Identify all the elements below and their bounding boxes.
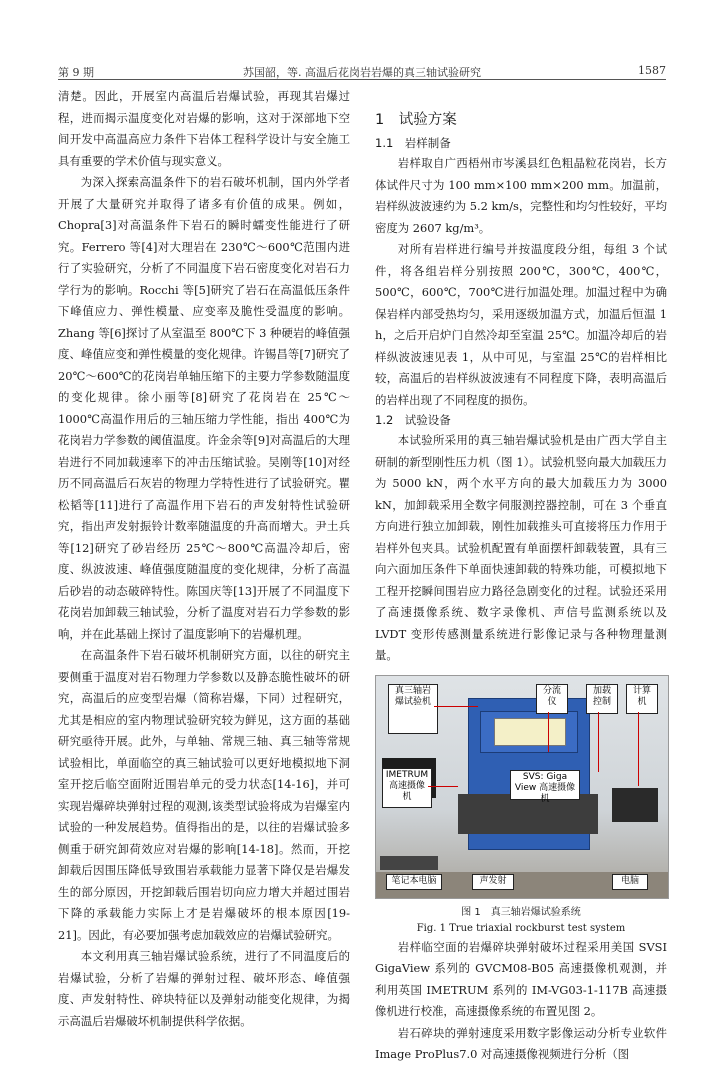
running-header bbox=[58, 58, 666, 78]
label-bottom-mid: 声发射 bbox=[472, 874, 514, 890]
right-column bbox=[375, 86, 667, 1066]
issue-number: 第 9 期 bbox=[58, 66, 94, 79]
monitor bbox=[612, 788, 658, 822]
laptop bbox=[380, 856, 438, 870]
paragraph: 在高温条件下岩石破坏机制研究方面，以往的研究主要侧重于温度对岩石物理力学参数以及静态脆性破坏的研究，高温后的应变型岩爆（简称岩爆，下同）过程研究，尤其是相应的室内物理试验研究较为鲜见，这方面的基础研究亟待开展。此外，与单轴、常规三轴、真三轴等常规试验相比，单面临空的真三轴试验可以更好地模拟地下洞室开挖后临空面附近围岩单元的受力状态[14-16]，并可实现岩爆碎块弹射过程的观测,该类型试验将成为岩爆室内试验的一种发展趋势。值得指出的是，以往的岩爆试验多侧重于研究卸荷效应对岩爆的影响[14-18]。然而，开挖卸载后因围压降低导致围岩承载能力显著下降仅是岩爆发生的部分原因，开挖卸载后围岩切向应力增大并超过围岩下降的承载能力实际上才是岩爆破坏的根本原因[19-21]。因此，有必要加强考虑加载效应的岩爆试验研究。 bbox=[58, 648, 350, 942]
subsection-title: 1.1 岩样制备 bbox=[375, 136, 451, 150]
paragraph: 清楚。因此，开展室内高温后岩爆试验，再现其岩爆过程，进而揭示温度变化对岩爆的影响，这对于深部地下空间开发中高温高应力条件下岩体工程科学设计与安全施工具有重要的学术价值与现实意义。 bbox=[58, 89, 350, 168]
figure-caption-en: Fig. 1 True triaxial rockburst test system bbox=[416, 922, 626, 934]
paragraph: 岩样取自广西梧州市岑溪县红色粗晶粒花岗岩，长方体试件尺寸为 100 mm×100 mm×200 mm。加温前，岩样纵波波速约为 5.2 km/s，完整性和均匀性较好，平均密度为 2607 kg/m³。 bbox=[375, 156, 667, 235]
paragraph: 岩石碎块的弹射速度采用数字影像运动分析专业软件 Image ProPlus7.0 对高速摄像视频进行分析（图 bbox=[375, 1025, 667, 1061]
leader-line bbox=[434, 706, 478, 707]
subsection-title: 1.2 试验设备 bbox=[375, 413, 451, 427]
label-zhiqing: 加载控制 bbox=[586, 684, 618, 714]
paragraph: 岩样临空面的岩爆碎块弹射破坏过程采用美国 SVSI GigaView 系列的 GVCM08-B05 高速摄像机观测，并利用英国 IMETRUM 系列的 IM-VG03-1-117B 高速摄像机进行校准，高速摄像系统的布置见图 2。 bbox=[375, 939, 667, 1018]
running-title: 苏国韶，等. 高温后花岗岩岩爆的真三轴试验研究 bbox=[243, 66, 481, 79]
leader-line bbox=[638, 712, 639, 786]
paragraph: 本文利用真三轴岩爆试验系统，进行了不同温度后的岩爆试验，分析了岩爆的弹射过程、破坏形态、峰值强度、声发射特性、碎块特征以及弹射动能变化规律，为揭示高温后岩爆破坏机制提供科学依据。 bbox=[58, 949, 350, 1028]
label-bottom-left: 笔记本电脑 bbox=[386, 874, 442, 890]
page-number: 1587 bbox=[638, 64, 666, 77]
machine-nameplate bbox=[494, 718, 566, 746]
machine-base bbox=[458, 794, 598, 834]
label-fenliu: 分流仪 bbox=[536, 684, 568, 714]
paragraph: 为深入探索高温条件下的岩石破坏机制，国内外学者开展了大量研究并取得了诸多有价值的成果。例如，Chopra[3]对高温条件下岩石的瞬时蠕变性能进行了研究。Ferrero 等[4]对大理岩在 230℃～600℃范围内进行了实验研究，分析了不同温度下岩石密度变化对岩石力学行为的影响。Rocchi 等[5]研究了岩石在高温低压条件下峰值应力、弹性模量、应变率及脆性受温度的影响。Zhang 等[6]探讨了从室温至 800℃下 3 种硬岩的峰值强度、峰值应变和弹性模量的变化规律。许锡昌等[7]研究了 20℃～600℃的花岗岩单轴压缩下的主要力学参数随温度的变化规律。徐小丽等[8]研究了花岗岩在 25℃～1000℃高温作用后的三轴压缩力学性能，指出 400℃为花岗岩力学参数的阈值温度。许金余等[9]对高温后的大理岩进行不同加载速率下的冲击压缩试验。吴刚等[10]对经历不同高温后石灰岩的物理力学特性进行了试验研究。瞿松韬等[11]进行了高温作用下岩石的声发射特性试验研究，指出声发射振铃计数率随温度的升高而增大。尹土兵等[12]研究了砂岩经历 25℃～800℃高温冷却后，密度、纵波波速、峰值强度随温度的变化规律，分析了高温后砂岩的动态破碎特性。陈国庆等[13]开展了不同温度下花岗岩加卸载三轴试验，分析了温度对岩石力学参数的影响，并在此基础上探讨了温度影响下的岩爆机理。 bbox=[58, 175, 350, 641]
header-rule bbox=[58, 79, 666, 80]
left-column bbox=[58, 86, 350, 1032]
paragraph: 对所有岩样进行编号并按温度段分组，每组 3 个试件，将各组岩样分别按照 200℃，300℃，400℃，500℃，600℃，700℃进行加温处理。加温过程中为确保岩样内部受热均匀，采用逐级加温方式，加温后恒温 1 h，之后开启炉门自然冷却至室温 25℃。加温冷却后的岩样纵波波速见表 1，从中可见，与室温 25℃的岩样相比较，高温后的岩样纵波波速有不同程度下降，表明高温后的岩样出现了不同程度的损伤。 bbox=[375, 242, 667, 407]
label-imetrum: IMETRUM高速摄像机 bbox=[382, 768, 432, 808]
leader-line bbox=[428, 786, 458, 787]
section-title: 1 试验方案 bbox=[375, 112, 457, 128]
leader-line bbox=[598, 712, 599, 772]
label-svs: SVS: Giga View 高速摄像机 bbox=[510, 770, 580, 800]
leader-line bbox=[548, 712, 549, 752]
figure-caption-cn: 图 1 真三轴岩爆试验系统 bbox=[461, 906, 581, 918]
label-jiaotong: 计算机 bbox=[626, 684, 658, 714]
test-system-photo bbox=[375, 675, 669, 899]
label-bottom-right: 电脑 bbox=[612, 874, 648, 890]
paragraph: 本试验所采用的真三轴岩爆试验机是由广西大学自主研制的新型刚性压力机（图 1）。试验机竖向最大加载压力为 5000 kN，两个水平方向的最大加载压力为 3000 kN，加卸载采用全数字伺服测控器控制，可在 3 个垂直方向进行独立加卸载，刚性加载推头可直接将压力作用于岩样外包夹具。试验机配置有单面摆杆卸载装置，具有三向六面加压条件下单面快速卸载的特殊功能，可模拟地下工程开挖瞬间围岩应力路径急剧变化的过程。试验还采用了高速摄像系统、数字录像机、声信号监测系统以及 LVDT 变形传感测量系统进行影像记录与各种物理量测量。 bbox=[375, 433, 667, 662]
label-truetri: 真三轴岩爆试验机 bbox=[388, 684, 438, 734]
